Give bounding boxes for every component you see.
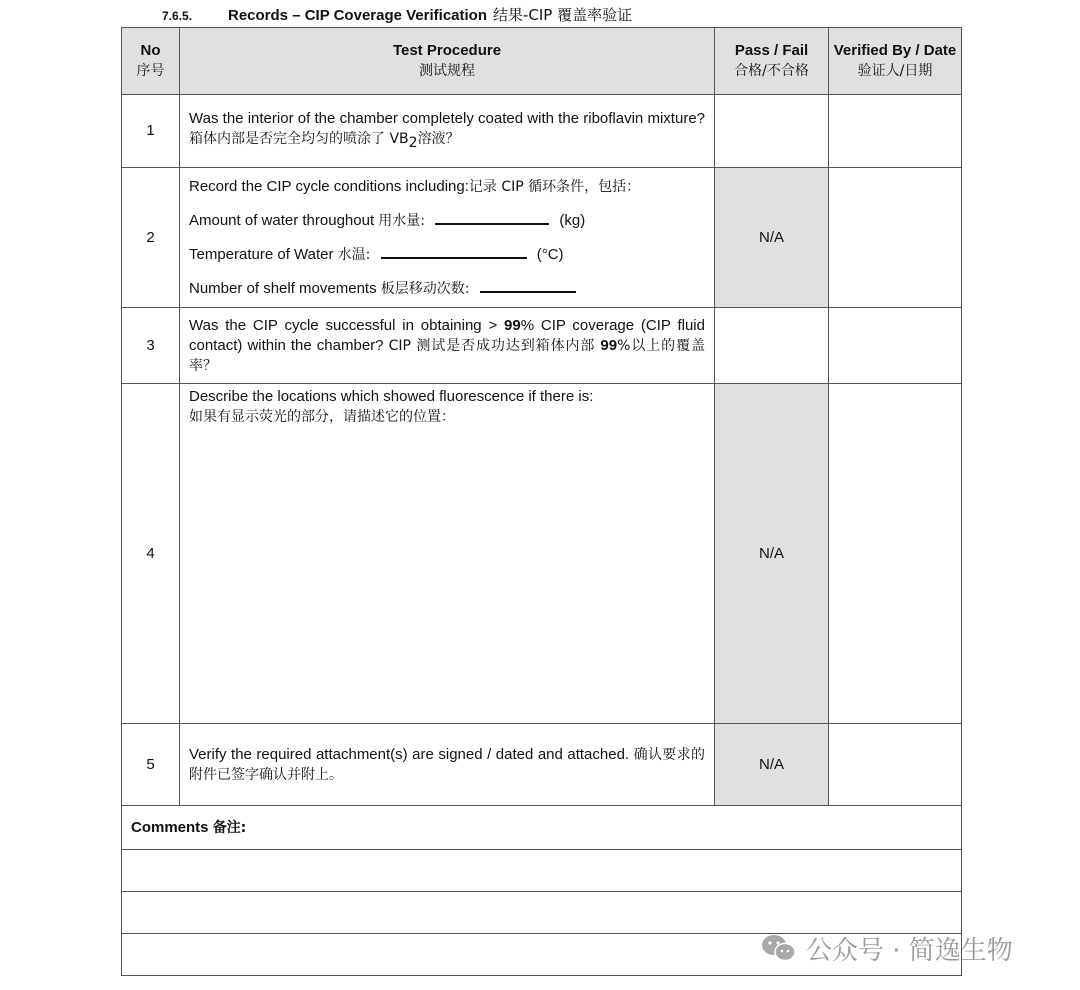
procedure-bold-value: 99 (504, 316, 521, 334)
procedure-intro: Record the CIP cycle conditions including: (189, 177, 469, 195)
water-temperature-label: Temperature of Water (189, 245, 334, 263)
water-amount-label: Amount of water throughout (189, 211, 375, 229)
water-amount-line (189, 209, 705, 231)
header-procedure (180, 28, 715, 95)
header-verified-cn: 验证人/日期 (857, 63, 933, 79)
procedure-cell (180, 308, 715, 384)
procedure-cell (180, 95, 715, 168)
procedure-intro-cn: 记录 CIP 循环条件，包括： (468, 178, 641, 195)
verified-cell[interactable] (829, 308, 962, 384)
wechat-icon (760, 932, 798, 964)
table-row (122, 724, 962, 806)
header-no-cn: 序号 (136, 63, 165, 79)
pass-fail-cell: N/A (715, 168, 829, 308)
pass-fail-cell: N/A (715, 384, 829, 724)
procedure-text-cn: 如果有显示荧光的部分，请描述它的位置： (189, 409, 455, 425)
verified-cell[interactable] (829, 724, 962, 806)
row-number: 2 (122, 168, 180, 308)
verified-cell[interactable] (829, 95, 962, 168)
shelf-movements-label-cn: 板层移动次数: (380, 280, 470, 297)
water-amount-label-cn: 用水量: (378, 212, 426, 229)
pass-fail-cell: N/A (715, 724, 829, 806)
procedure-text: Verify the required attachment(s) are signed / dated and attached. (189, 745, 630, 763)
procedure-text: Was the interior of the chamber completely coated with the riboflavin mixture? (189, 110, 705, 127)
procedure-text-cn-end: 溶液？ (417, 131, 460, 147)
header-pass-fail-en: Pass / Fail (734, 42, 809, 59)
water-temperature-line (189, 243, 705, 265)
row-number: 5 (122, 724, 180, 806)
procedure-cell[interactable] (180, 384, 715, 724)
header-procedure-en: Test Procedure (392, 42, 502, 59)
procedure-cell (180, 168, 715, 308)
comments-label-cell (122, 806, 962, 850)
verified-cell[interactable] (829, 384, 962, 724)
water-temperature-label-cn: 水温: (337, 246, 371, 263)
section-title-cn: 结果-CIP 覆盖率验证 (493, 6, 633, 24)
header-verified-en: Verified By / Date (833, 42, 957, 59)
procedure-text: Describe the locations which showed fluorescence if there is: (189, 388, 594, 405)
row-number: 1 (122, 95, 180, 168)
table-row (122, 168, 962, 308)
comments-row (122, 806, 962, 850)
water-temperature-field[interactable] (381, 243, 527, 259)
header-verified (829, 28, 962, 95)
procedure-text-cn-b: %以上的覆盖率？ (189, 337, 705, 374)
water-amount-unit: (kg) (559, 211, 586, 229)
comments-line[interactable] (122, 850, 962, 892)
section-heading (162, 4, 632, 24)
comments-label: Comments (131, 818, 209, 836)
header-row (122, 28, 962, 95)
header-procedure-cn: 测试规程 (419, 63, 475, 79)
pass-fail-cell[interactable] (715, 95, 829, 168)
procedure-text-cn-a: CIP 测试是否成功达到箱体内部 (388, 337, 596, 354)
procedure-bold-value-cn: 99 (600, 336, 618, 354)
watermark (760, 928, 1013, 968)
procedure-text-cn-sub: 2 (408, 135, 418, 151)
header-pass-fail (715, 28, 829, 95)
section-title: Records – CIP Coverage Verification (228, 7, 487, 24)
watermark-text: 公众号 · 简逸生物 (806, 935, 1013, 966)
procedure-intro-line (189, 177, 705, 197)
shelf-movements-label: Number of shelf movements (189, 279, 377, 297)
shelf-movements-field[interactable] (480, 277, 576, 293)
table-row (122, 384, 962, 724)
comments-label-cn: 备注: (212, 819, 247, 836)
pass-fail-cell[interactable] (715, 308, 829, 384)
table-row (122, 308, 962, 384)
water-temperature-unit: (°C) (536, 245, 564, 263)
procedure-text-cn: 箱体内部是否完全均匀的喷涂了 VB (189, 131, 409, 147)
table-row (122, 95, 962, 168)
procedure-cell (180, 724, 715, 806)
procedure-text-b: % CIP coverage (CIP fluid contact) within the chamber? (189, 316, 705, 354)
header-no-en: No (140, 42, 161, 59)
procedure-text-cn: 确认要求的附件已签字确认并附上。 (189, 746, 706, 783)
shelf-movements-line (189, 277, 705, 299)
procedure-text-a: Was the CIP cycle successful in obtaining > (189, 316, 498, 334)
water-amount-field[interactable] (435, 209, 549, 225)
comments-input-line[interactable] (122, 850, 962, 892)
section-number: 7.6.5. (162, 9, 193, 23)
header-no (122, 28, 180, 95)
row-number: 4 (122, 384, 180, 724)
header-pass-fail-cn: 合格/不合格 (734, 63, 809, 79)
verified-cell[interactable] (829, 168, 962, 308)
row-number: 3 (122, 308, 180, 384)
records-table (121, 27, 962, 976)
